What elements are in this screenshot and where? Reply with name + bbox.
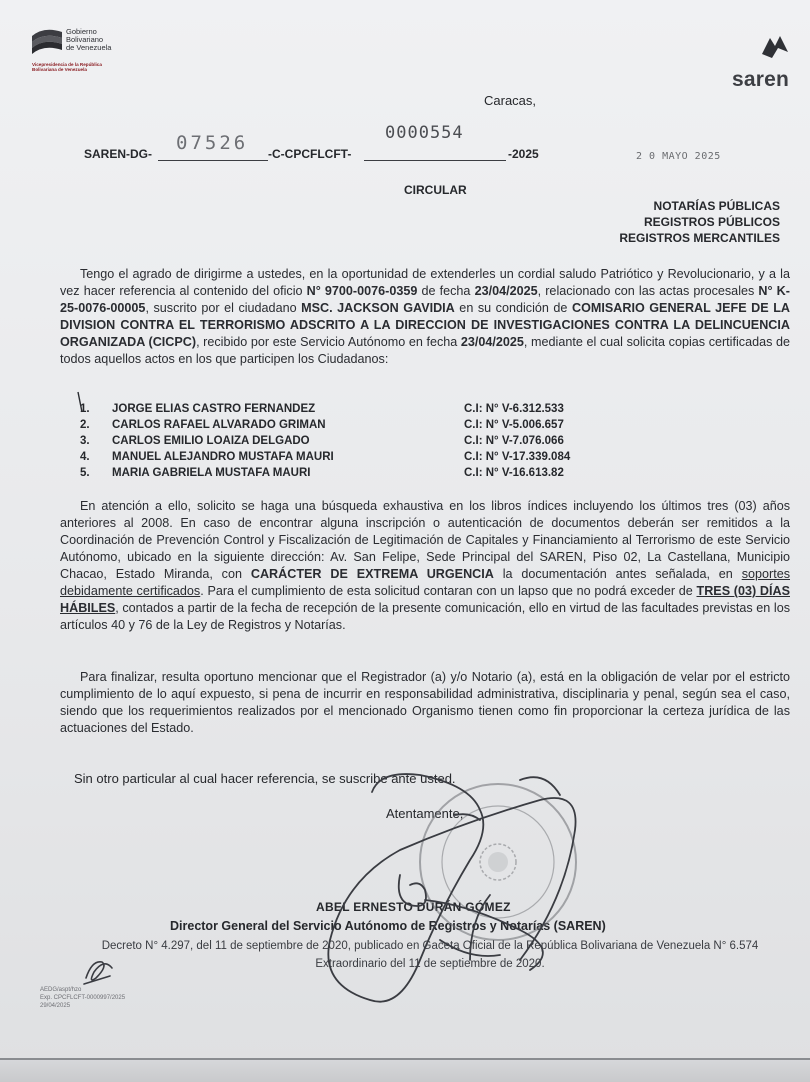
recipient-2: REGISTROS PÚBLICOS [643,215,780,229]
saren-wordmark: saren [732,68,790,91]
paragraph-intro: Tengo el agrado de dirigirme a ustedes, en la oportunidad de extenderles un cordial saludo Patriótico y Revolucionario, y a la vez hacer referencia al contenido del oficio N° 9700-0076-0359 de fecha 23/04/2025, relacionado con las actas procesales N° K-25-0076-00005, suscrito por el ciudadano MSC. JACKSON GAVIDIA en su condición de COMISARIO GENERAL JEFE DE LA DIVISION CONTRA EL TERRORISMO ADSCRITO A LA DIRECCION DE INVESTIGACIONES CONTRA LA DELINCUENCIA ORGANIZADA (CICPC), recibido por este Servicio Autónomo en fecha 23/04/2025, mediante el cual solicita copias certificadas de todos aquellos actos en los que participen los Ciudadanos: [60,267,790,366]
reference-prefix: SAREN-DG- [84,147,152,161]
list-item: 4. MANUEL ALEJANDRO MUSTAFA MAURI C.I: N° V-17.339.084 [80,451,571,463]
list-item: 3. CARLOS EMILIO LOAIZA DELGADO C.I: N° V-7.076.066 [80,435,564,447]
government-name: Gobierno Bolivariano de Venezuela [66,27,112,52]
government-logo [30,26,140,76]
recipient-3: REGISTROS MERCANTILES [619,231,780,245]
reference-middle: -C-CPCFLCFT- [268,147,352,161]
recipients-block [619,198,780,246]
citizens-list [80,403,600,483]
footer-reference: AEDG/aspt/hzo Exp. CPCFLCFT-0000997/2025 29/04/2025 [40,987,126,1009]
document-title: CIRCULAR [404,183,467,197]
saren-emblem-icon [758,32,790,62]
reference-blank-1 [158,160,268,161]
vicepresidency-label: Vicepresidencia de la República Bolivariana de Venezuela [32,62,102,72]
recipient-1: NOTARÍAS PÚBLICAS [653,199,780,213]
regards-line: Atentamente, [386,806,464,821]
city-label: Caracas, [484,93,537,108]
list-item: 5. MARIA GABRIELA MUSTAFA MAURI C.I: N° V-16.613.82 [80,467,564,479]
bottom-edge [0,1058,810,1082]
handwritten-number-1: 07526 [176,132,249,154]
list-item: 2. CARLOS RAFAEL ALVARADO GRIMAN C.I: N° V-5.006.657 [80,419,564,431]
signer-title: Director General del Servicio Autónomo de Registros y Notarías (SAREN) [170,919,606,933]
saren-logo [732,26,802,96]
reference-blank-2 [364,160,506,161]
flag-emblem-icon [30,26,64,54]
reference-suffix: -2025 [508,147,539,161]
signer-name: ABEL ERNESTO DURÁN GÓMEZ [316,900,511,914]
reference-line [84,147,564,165]
paragraph-final: Para finalizar, resulta oportuno mencionar que el Registrador (a) y/o Notario (a), está en la obligación de velar por el estricto cumplimiento de lo aquí expuesto, si pena de incurrir en responsabilidad administrativa, disciplinaria y penal, según sea el caso, siendo que los requerimientos realizados por el mencionado Organismo tienen como fin proporcionar la certeza jurídica de las actuaciones del Estado. [60,670,790,735]
decree-text: Decreto N° 4.297, del 11 de septiembre de 2020, publicado en Gaceta Oficial de la República Bolivariana de Venezuela N° 6.574 Extraordinario del 11 de septiembre de 2020. [101,940,759,970]
date-stamp: 2 0 MAYO 2025 [636,151,721,162]
list-item: 1. JORGE ELIAS CASTRO FERNANDEZ C.I: N° V-6.312.533 [80,403,564,415]
closing-line: Sin otro particular al cual hacer referencia, se suscribe ante usted. [74,771,456,786]
handwritten-number-2: 0000554 [385,123,464,143]
paragraph-request: En atención a ello, solicito se haga una búsqueda exhaustiva en los libros índices incluyendo los últimos tres (03) años anteriores al 2008. En caso de encontrar alguna inscripción o autenticación de documentos deberán ser remitidos a la Coordinación de Prevención Control y Fiscalización de Legitimación de Capitales y Financiamiento al Terrorismo de este Servicio Autónomo, ubicado en la siguiente dirección: Av. San Felipe, Sede Principal del SAREN, Piso 02, La Castellana, Municipio Chacao, Estado Miranda, con CARÁCTER DE EXTREMA URGENCIA la documentación antes señalada, en soportes debidamente certificados. Para el cumplimiento de esta solicitud contaran con un lapso que no podrá exceder de TRES (03) DÍAS HÁBILES, contados a partir de la fecha de recepción de la presente comunicación, ello en virtud de las facultades previstas en los artículos 40 y 76 de la Ley de Registros y Notarías. [60,499,790,632]
